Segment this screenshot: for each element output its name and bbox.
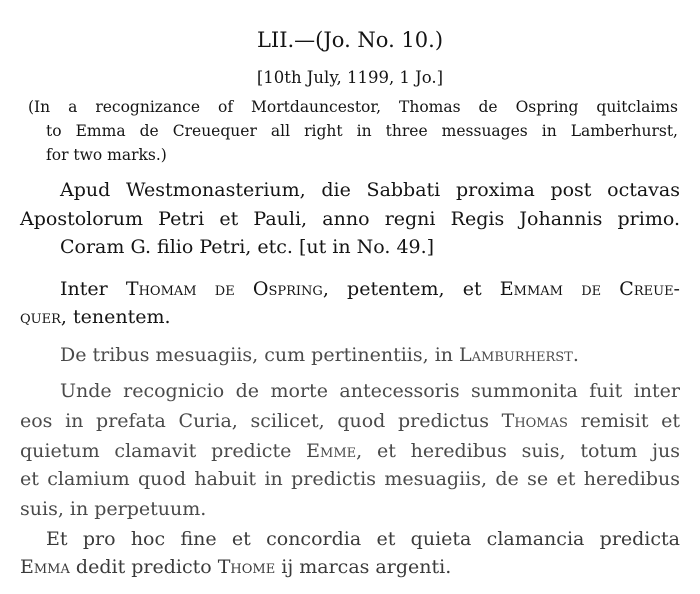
body-line-3: Coram G. filio Petri, etc. [ut in No. 49.] xyxy=(60,236,435,258)
body-line-9 xyxy=(20,442,680,461)
text-run: , et heredibus suis, totum jus xyxy=(356,440,681,462)
summary-line-3: for two marks.) xyxy=(46,146,167,164)
party-name-tenant-cont: quer xyxy=(20,306,61,328)
text-run: ij marcas argenti. xyxy=(275,556,452,578)
text-run: , tenentem. xyxy=(60,306,171,328)
text-run: remisit et xyxy=(567,410,680,432)
text-run: dedit predicto xyxy=(69,556,218,578)
party-name: Emme xyxy=(306,440,357,462)
body-line-12: Et pro hoc fine et concordia et quieta clamancia predicta xyxy=(46,528,680,550)
body-line-8 xyxy=(20,412,680,431)
summary-line-2: to Emma de Creuequer all right in three messuages in Lamberhurst, xyxy=(46,122,678,140)
body-line-11: suis, in perpetuum. xyxy=(20,498,207,520)
record-heading: LII.—(Jo. No. 10.) xyxy=(256,28,444,52)
body-line-6 xyxy=(60,346,579,365)
body-line-10: et clamium quod habuit in predictis mesuagiis, de se et heredibus xyxy=(20,468,680,490)
text-run: De tribus mesuagiis, cum pertinentiis, in xyxy=(60,344,460,366)
party-name: Emma xyxy=(20,556,70,578)
party-name: Thomas xyxy=(501,410,568,432)
text-run: quietum clamavit predicte xyxy=(20,440,307,462)
body-line-13 xyxy=(20,558,451,577)
record-date: [10th July, 1199, 1 Jo.] xyxy=(256,68,444,87)
text-run: . xyxy=(572,344,579,366)
text-run: Inter xyxy=(60,278,126,300)
party-name-petitioner: Thomam de Ospring xyxy=(125,278,323,300)
summary-line-1: (In a recognizance of Mortdauncestor, Thomas de Ospring quitclaims xyxy=(28,98,678,116)
text-run: , petentem, et xyxy=(322,278,500,300)
body-line-5 xyxy=(20,308,171,327)
body-line-2: Apostolorum Petri et Pauli, anno regni Regis Johannis primo. xyxy=(20,208,680,230)
text-run: eos in prefata Curia, scilicet, quod predictus xyxy=(20,410,502,432)
party-name-tenant: Emmam de Creue- xyxy=(499,278,680,300)
party-name: Thome xyxy=(217,556,276,578)
place-name: Lamburherst xyxy=(459,344,573,366)
body-line-7: Unde recognicio de morte antecessoris summonita fuit inter xyxy=(60,380,680,402)
body-line-1: Apud Westmonasterium, die Sabbati proxima post octavas xyxy=(60,179,680,201)
body-line-4 xyxy=(60,280,680,299)
